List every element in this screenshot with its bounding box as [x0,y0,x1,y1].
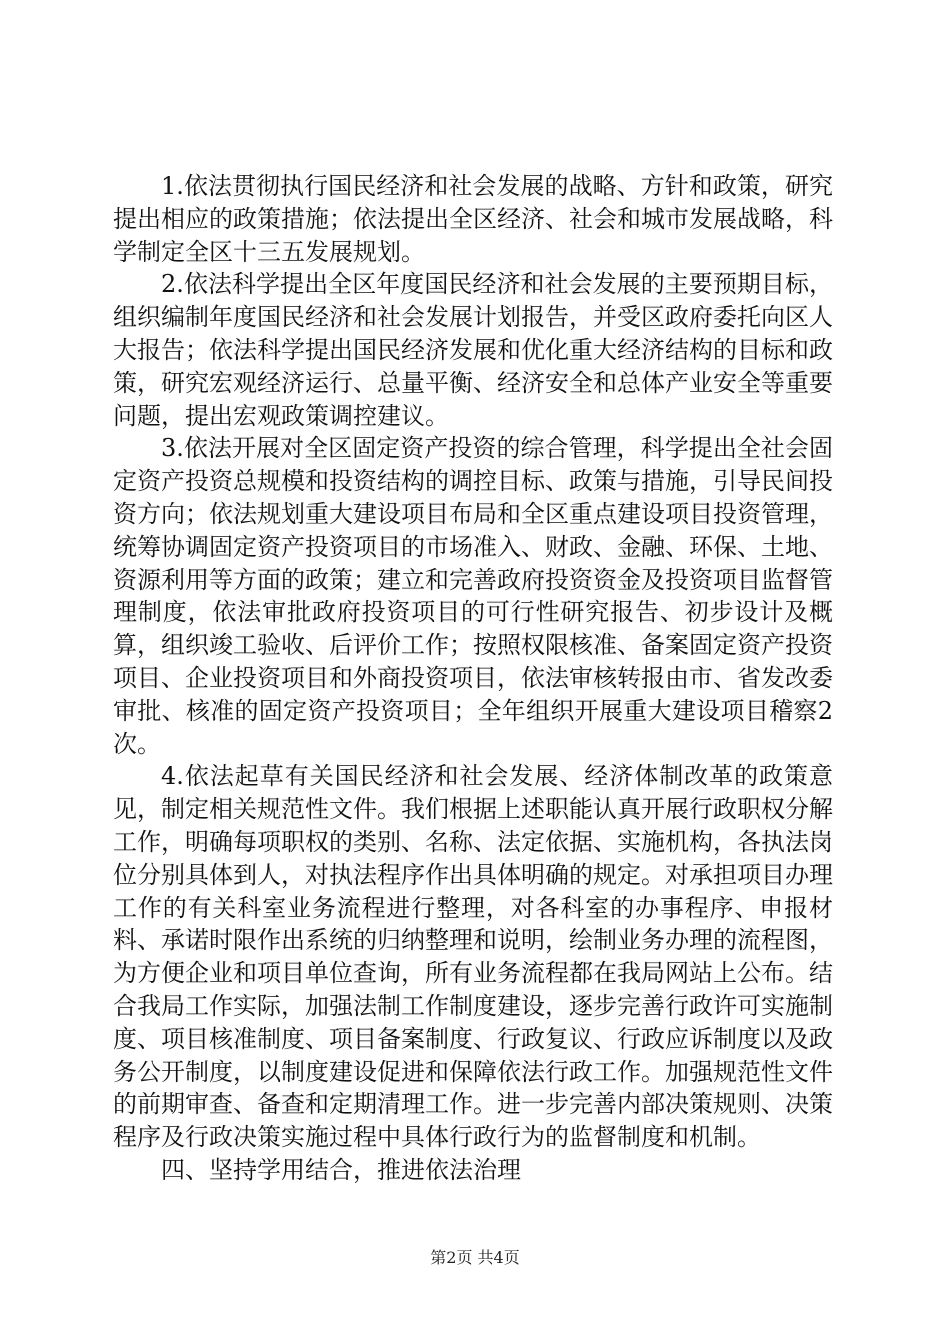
paragraph-4: 4.依法起草有关国民经济和社会发展、经济体制改革的政策意见，制定相关规范性文件。我们根据上述职能认真开展行政职权分解工作，明确每项职权的类别、名称、法定依据、实施机构，各执法岗位分别具体到人，对执法程序作出具体明确的规定。对承担项目办理工作的有关科室业务流程进行整理，对各科室的办事程序、申报材料、承诺时限作出系统的归纳整理和说明，绘制业务办理的流程图，为方便企业和项目单位查询，所有业务流程都在我局网站上公布。结合我局工作实际，加强法制工作制度建设，逐步完善行政许可实施制度、项目核准制度、项目备案制度、行政复议、行政应诉制度以及政务公开制度，以制度建设促进和保障依法行政工作。加强规范性文件的前期审查、备查和定期清理工作。进一步完善内部决策规则、决策程序及行政决策实施过程中具体行政行为的监督制度和机制。 [113,762,833,1152]
paragraph-2: 2.依法科学提出全区年度国民经济和社会发展的主要预期目标，组织编制年度国民经济和社会发展计划报告，并受区政府委托向区人大报告；依法科学提出国民经济发展和优化重大经济结构的目标和政策，研究宏观经济运行、总量平衡、经济安全和总体产业安全等重要问题，提出宏观政策调控建议。 [113,270,833,430]
page-footer: 第2页 共4页 [430,1248,520,1267]
document-body [113,170,833,1187]
paragraph-1: 1.依法贯彻执行国民经济和社会发展的战略、方针和政策，研究提出相应的政策措施；依法提出全区经济、社会和城市发展战略，科学制定全区十三五发展规划。 [113,172,833,266]
paragraph-3: 3.依法开展对全区固定资产投资的综合管理，科学提出全社会固定资产投资总规模和投资结构的调控目标、政策与措施，引导民间投资方向；依法规划重大建设项目布局和全区重点建设项目投资管理，统筹协调固定资产投资项目的市场准入、财政、金融、环保、土地、资源利用等方面的政策；建立和完善政府投资资金及投资项目监督管理制度，依法审批政府投资项目的可行性研究报告、初步设计及概算，组织竣工验收、后评价工作；按照权限核准、备案固定资产投资项目、企业投资项目和外商投资项目，依法审核转报由市、省发改委审批、核准的固定资产投资项目；全年组织开展重大建设项目稽察2次。 [113,434,833,758]
section-heading: 四、坚持学用结合，推进依法治理 [161,1155,521,1184]
